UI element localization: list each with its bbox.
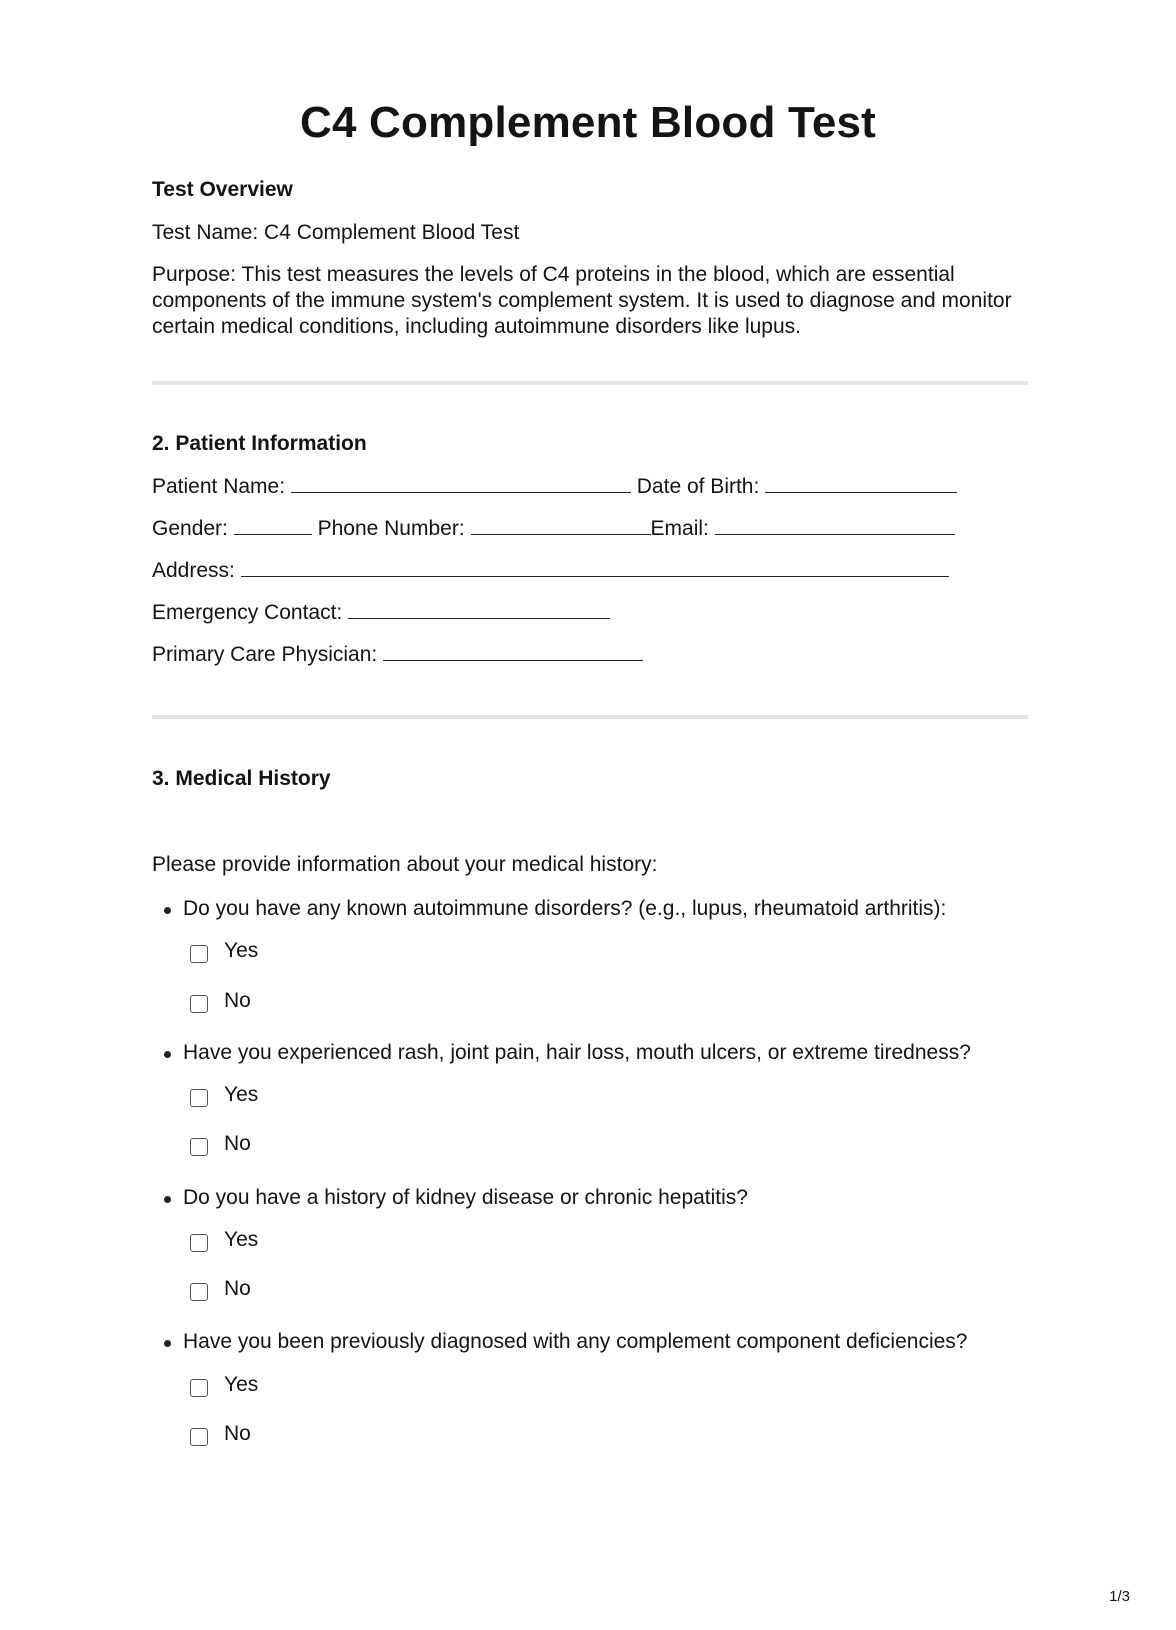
q1-no-option[interactable] [190, 989, 251, 1013]
checkbox-icon[interactable] [190, 945, 208, 963]
q2-no-option[interactable] [190, 1132, 251, 1156]
bullet-icon [164, 1051, 171, 1058]
test-name-line: Test Name: C4 Complement Blood Test [152, 221, 520, 244]
bullet-icon [164, 907, 171, 914]
email-label: Email: [650, 517, 709, 540]
checkbox-icon[interactable] [190, 1379, 208, 1397]
checkbox-icon[interactable] [190, 1089, 208, 1107]
question-3: Do you have a history of kidney disease or chronic hepatitis? [183, 1186, 748, 1209]
dob-field[interactable] [765, 474, 957, 493]
q3-yes-label: Yes [224, 1228, 259, 1251]
dob-label: Date of Birth: [636, 475, 760, 498]
section-divider [152, 381, 1028, 385]
patient-name-field[interactable] [291, 474, 631, 493]
email-field[interactable] [715, 516, 955, 535]
address-field[interactable] [241, 558, 949, 577]
address-label: Address: [152, 559, 235, 582]
physician-field[interactable] [383, 642, 643, 661]
document-title: C4 Complement Blood Test [299, 98, 877, 147]
q2-no-label: No [224, 1132, 251, 1155]
q4-no-option[interactable] [190, 1422, 251, 1446]
physician-label: Primary Care Physician: [152, 643, 378, 666]
medical-history-heading: 3. Medical History [152, 767, 331, 790]
q3-no-option[interactable] [190, 1277, 251, 1301]
patient-name-label: Patient Name: [152, 475, 286, 498]
emergency-contact-field[interactable] [348, 600, 610, 619]
test-overview-heading: Test Overview [152, 178, 293, 201]
purpose-line: components of the immune system's complement system. It is used to diagnose and monitor [152, 289, 1012, 312]
medical-history-intro: Please provide information about your medical history: [152, 853, 658, 876]
q4-no-label: No [224, 1422, 251, 1445]
gender-field[interactable] [234, 516, 312, 535]
question-1: Do you have any known autoimmune disorders? (e.g., lupus, rheumatoid arthritis): [183, 897, 947, 920]
q3-yes-option[interactable] [190, 1228, 258, 1252]
q2-yes-option[interactable] [190, 1083, 258, 1107]
bullet-icon [164, 1196, 171, 1203]
q3-no-label: No [224, 1277, 251, 1300]
question-2: Have you experienced rash, joint pain, hair loss, mouth ulcers, or extreme tiredness? [183, 1041, 971, 1064]
purpose-line: certain medical conditions, including autoimmune disorders like lupus. [152, 315, 802, 338]
checkbox-icon[interactable] [190, 1234, 208, 1252]
q2-yes-label: Yes [224, 1083, 259, 1106]
q1-yes-label: Yes [224, 939, 259, 962]
checkbox-icon[interactable] [190, 1428, 208, 1446]
checkbox-icon[interactable] [190, 1138, 208, 1156]
page-number: 1/3 [1109, 1588, 1130, 1605]
patient-info-heading: 2. Patient Information [152, 432, 367, 455]
q4-yes-label: Yes [224, 1373, 259, 1396]
checkbox-icon[interactable] [190, 995, 208, 1013]
bullet-icon [164, 1340, 171, 1347]
question-4: Have you been previously diagnosed with any complement component deficiencies? [183, 1330, 968, 1353]
test-overview-section [152, 178, 1032, 202]
phone-label: Phone Number: [317, 517, 465, 540]
section-divider [152, 715, 1028, 719]
q1-no-label: No [224, 989, 251, 1012]
checkbox-icon[interactable] [190, 1283, 208, 1301]
purpose-paragraph [152, 262, 1032, 340]
emergency-contact-label: Emergency Contact: [152, 601, 343, 624]
phone-field[interactable] [471, 516, 651, 535]
purpose-line: Purpose: This test measures the levels of C4 proteins in the blood, which are essential [152, 263, 955, 286]
gender-label: Gender: [152, 517, 228, 540]
q1-yes-option[interactable] [190, 939, 258, 963]
q4-yes-option[interactable] [190, 1373, 258, 1397]
